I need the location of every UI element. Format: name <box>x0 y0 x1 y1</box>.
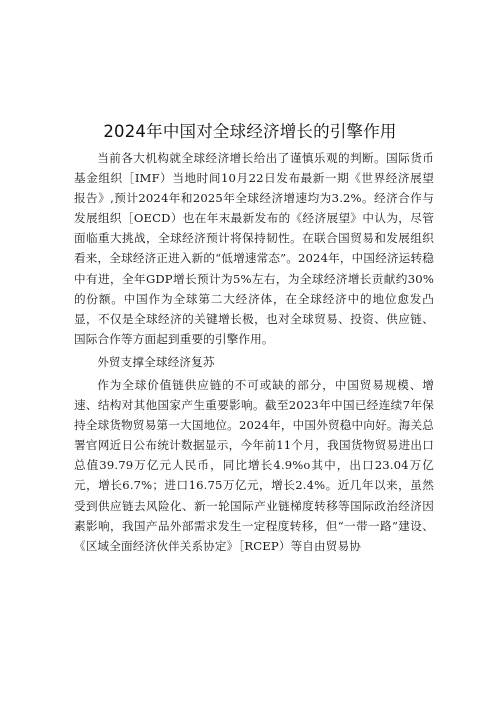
document-title: 2024年中国对全球经济增长的引擎作用 <box>103 122 397 141</box>
document-body <box>74 148 434 556</box>
intro-paragraph: 当前各大机构就全球经济增长给出了谨慎乐观的判断。国际货币基金组织［IMF）当地时间10月22日发布最新一期《世界经济展望报告》,预计2024年和2025年全球经济增速均为3.2%。经济合作与发展组织［OECD）也在年末最新发布的《经济展望》中认为，尽管面临重大挑战，全球经济预计将保持韧性。在联合国贸易和发展组织看来，全球经济正进入新的“低增速常态”。2024年，中国经济运转稳中有进，全年GDP增长预计为5%左右，为全球经济增长贡献约30%的份额。中国作为全球第二大经济体，在全球经济中的地位愈发凸显，不仅是全球经济的关键增长极，也对全球贸易、投资、供应链、国际合作等方面起到重要的引擎作用。 <box>74 151 434 346</box>
section-heading: 外贸支撑全球经济复苏 <box>97 354 215 369</box>
section-paragraph: 作为全球价值链供应链的不可或缺的部分，中国贸易规模、增速、结构对其他国家产生重要影响。截至2023年中国已经连续7年保持全球货物贸易第一大国地位。2024年，中国外贸稳中向好。海关总署官网近日公布统计数据显示，今年前11个月，我国货物贸易进出口总值39.79万亿元人民币，同比增长4.9%o其中，出口23.04万亿元，增长6.7%；进口16.75万亿元，增长2.4%。近几年以来，虽然受到供应链去风险化、新一轮国际产业链梯度转移等国际政治经济因素影响，我国产品外部需求发生一定程度转移，但“一带一路”建设、《区域全面经济伙伴关系协定》［RCEP）等自由贸易协 <box>74 377 434 553</box>
